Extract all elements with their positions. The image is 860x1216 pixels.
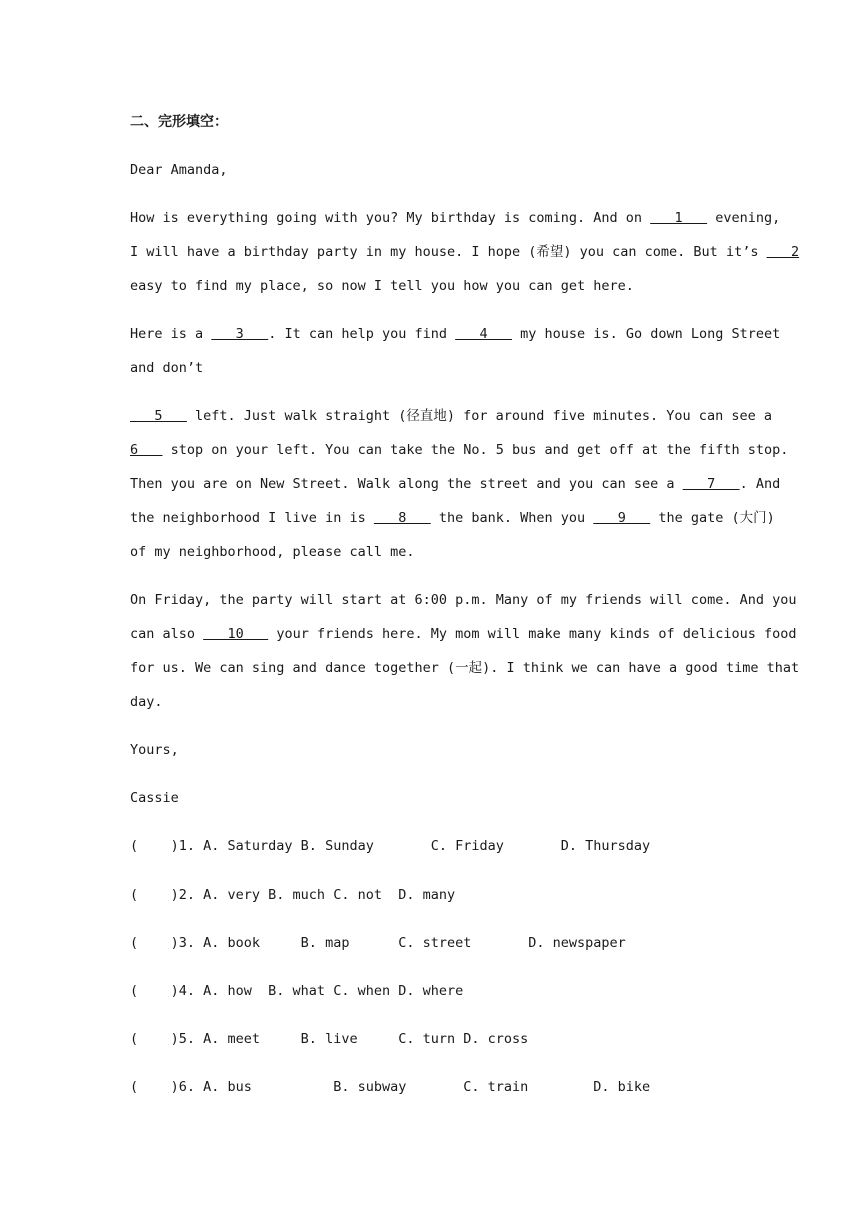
- paragraph-3-line-1: [130, 406, 772, 426]
- paragraph-4-line-1: On Friday, the party will start at 6:00 p.m. Many of my friends will come. And you: [130, 592, 797, 608]
- paragraph-1-line-3: easy to find my place, so now I tell you how you can get here.: [130, 278, 634, 294]
- text-segment: Here is a: [130, 326, 212, 342]
- blank-1: 1: [650, 210, 708, 226]
- section-title: 二、完形填空：: [130, 114, 228, 130]
- text-segment: can also: [130, 626, 204, 642]
- question-1-options: ( )1. A. Saturday B. Sunday C. Friday D. Thursday: [130, 838, 651, 854]
- blank-9: 9: [593, 510, 651, 526]
- text-segment: How is everything going with you? My birthday is coming. And on: [130, 210, 651, 226]
- text-segment: I will have a birthday party in my house. I hope (希望) you can come. But it’s: [130, 244, 767, 260]
- paragraph-1-line-2: [130, 242, 800, 262]
- blank-6: 6: [130, 442, 163, 458]
- question-6-options: ( )6. A. bus B. subway C. train D. bike: [130, 1079, 651, 1095]
- letter-closing: Yours,: [130, 742, 179, 758]
- letter-signature: Cassie: [130, 790, 179, 806]
- blank-7: 7: [682, 476, 740, 492]
- paragraph-3-line-2: [130, 440, 789, 460]
- paragraph-3-line-4: [130, 508, 775, 528]
- text-segment: the neighborhood I live in is: [130, 510, 374, 526]
- letter-greeting: Dear Amanda,: [130, 162, 228, 178]
- question-2-options: ( )2. A. very B. much C. not D. many: [130, 887, 456, 903]
- blank-5: 5: [130, 408, 187, 424]
- paragraph-2-line-1: [130, 324, 781, 344]
- text-segment: the bank. When you: [430, 510, 594, 526]
- text-segment: . And: [739, 476, 781, 492]
- paragraph-2-line-2: and don’t: [130, 360, 204, 376]
- text-segment: left. Just walk straight (径直地) for around five minutes. You can see a: [186, 408, 772, 424]
- question-5-options: ( )5. A. meet B. live C. turn D. cross: [130, 1031, 529, 1047]
- text-segment: stop on your left. You can take the No. 5 bus and get off at the fifth stop.: [162, 442, 789, 458]
- blank-2: 2: [766, 244, 800, 260]
- question-4-options: ( )4. A. how B. what C. when D. where: [130, 983, 464, 999]
- question-3-options: ( )3. A. book B. map C. street D. newspaper: [130, 935, 626, 951]
- blank-10: 10: [203, 626, 269, 642]
- paragraph-4-line-3: for us. We can sing and dance together (一起). I think we can have a good time that: [130, 660, 800, 676]
- text-segment: the gate (大门): [650, 510, 775, 526]
- text-segment: Then you are on New Street. Walk along the street and you can see a: [130, 476, 683, 492]
- text-segment: your friends here. My mom will make many kinds of delicious food: [268, 626, 797, 642]
- text-segment: evening,: [707, 210, 781, 226]
- paragraph-3-line-5: of my neighborhood, please call me.: [130, 544, 415, 560]
- paragraph-4-line-2: [130, 624, 797, 644]
- paragraph-4-line-4: day.: [130, 694, 163, 710]
- text-segment: . It can help you find: [268, 326, 456, 342]
- paragraph-1-line-1: [130, 208, 781, 228]
- paragraph-3-line-3: [130, 474, 781, 494]
- blank-3: 3: [211, 326, 269, 342]
- blank-4: 4: [455, 326, 513, 342]
- text-segment: my house is. Go down Long Street: [512, 326, 781, 342]
- blank-8: 8: [373, 510, 431, 526]
